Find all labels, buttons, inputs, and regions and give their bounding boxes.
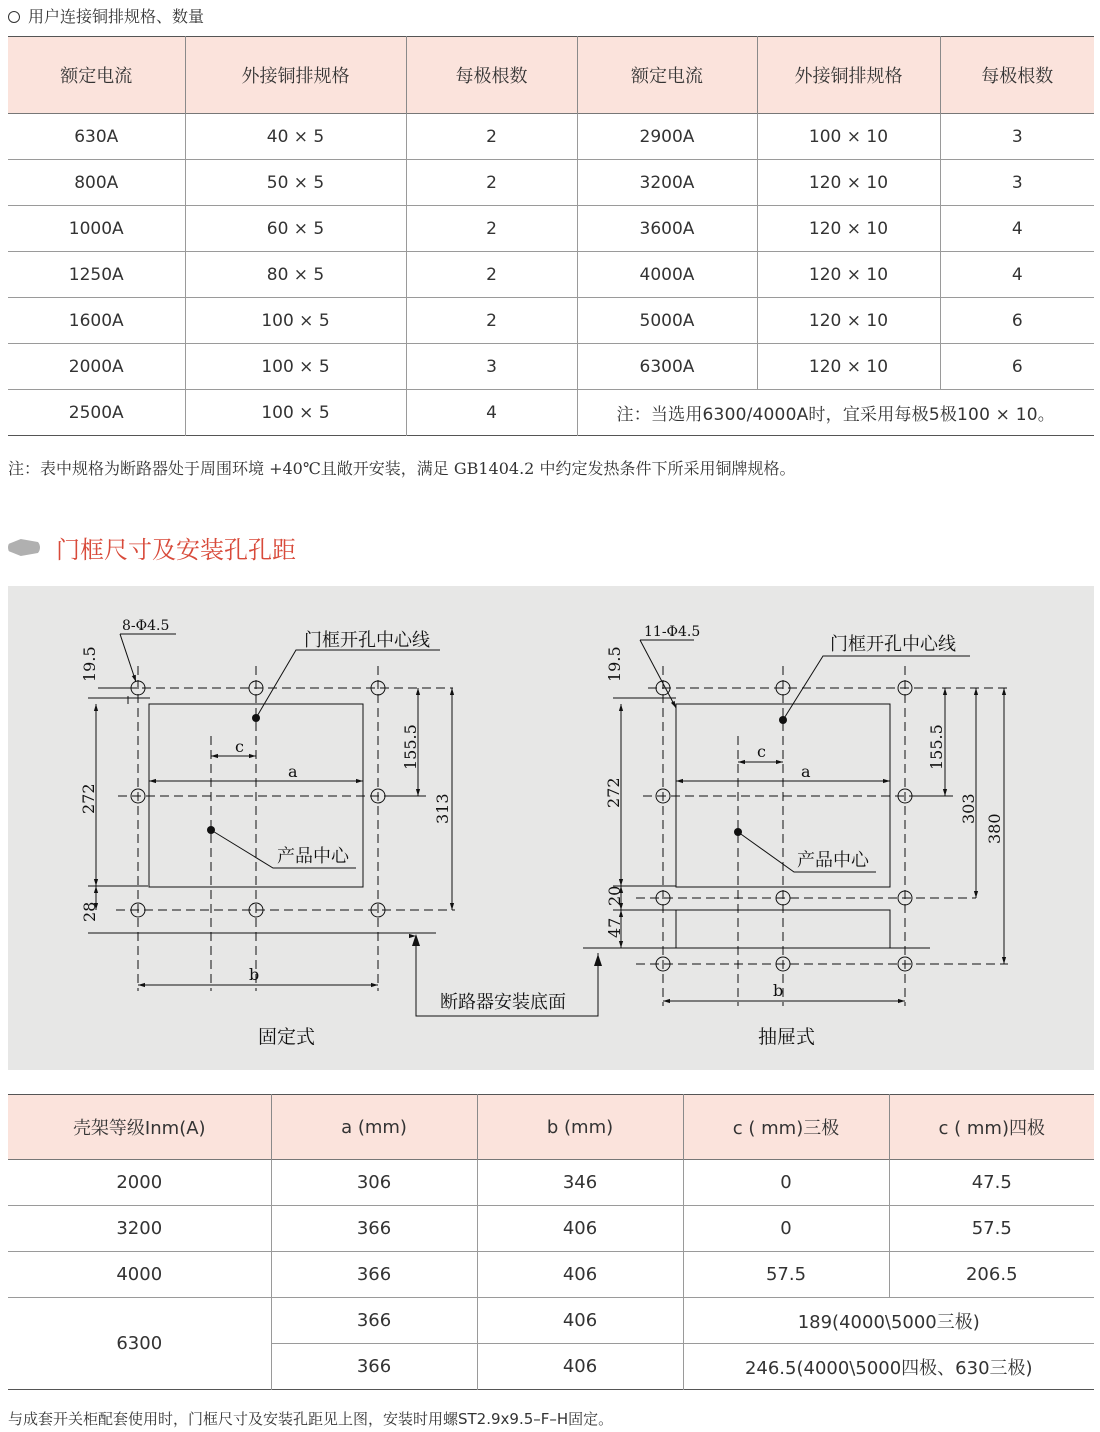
- table-cell: 47.5: [889, 1160, 1094, 1206]
- header-bars-per-pole: 每极根数: [406, 37, 577, 114]
- table-cell: 2: [406, 114, 577, 160]
- header-busbar-spec-2: 外接铜排规格: [757, 37, 940, 114]
- table-cell: 6: [940, 298, 1094, 344]
- dim-b-label: b: [773, 981, 784, 1000]
- table-cell: 346: [477, 1160, 683, 1206]
- holes-leader: [120, 634, 136, 682]
- table-cell: 2: [406, 206, 577, 252]
- centerline-label: 门框开孔中心线: [304, 630, 430, 651]
- arrow-up-icon: [594, 954, 602, 966]
- product-center-label: 产品中心: [797, 850, 869, 871]
- table-cell: 406: [477, 1298, 683, 1344]
- header-rated-current: 额定电流: [8, 37, 185, 114]
- table-row: [8, 344, 1094, 390]
- table-cell: 60 × 5: [185, 206, 406, 252]
- dim-19.5-label: 19.5: [605, 646, 624, 682]
- mounting-holes: [656, 681, 912, 971]
- centerline-dot-icon: [779, 716, 787, 724]
- table-cell: 57.5: [683, 1252, 889, 1298]
- product-center-label: 产品中心: [277, 846, 349, 867]
- table-cell: 366: [271, 1252, 477, 1298]
- table-cell: 120 × 10: [757, 206, 940, 252]
- table-footnote: 注：表中规格为断路器处于周围环境 +40℃且敞开安装，满足 GB1404.2 中约定发热条件下所采用铜牌规格。: [8, 459, 796, 478]
- dim-380-label: 380: [985, 813, 1004, 844]
- table-cell: 3200A: [577, 160, 757, 206]
- table-cell: 120 × 10: [757, 252, 940, 298]
- table-row: [8, 160, 1094, 206]
- table-cell: 100 × 5: [185, 390, 406, 436]
- table-cell: 6: [940, 344, 1094, 390]
- header-a: a (mm): [271, 1095, 477, 1160]
- holes-label: 11-Φ4.5: [644, 624, 701, 640]
- dim-a-label: a: [288, 762, 298, 781]
- table-row: [8, 390, 1094, 436]
- drawout-type-drawing: [583, 640, 1008, 1006]
- table-note-cell: 注：当选用6300/4000A时，宜采用每极5极100 × 10。: [577, 390, 1094, 436]
- section-heading-text: 用户连接铜排规格、数量: [28, 7, 205, 26]
- table-row: [8, 206, 1094, 252]
- table-cell: 3600A: [577, 206, 757, 252]
- table-cell: 6300A: [577, 344, 757, 390]
- section-title-door-frame: [8, 530, 296, 565]
- table-cell: 630A: [74, 126, 119, 147]
- table-cell: 3: [406, 344, 577, 390]
- header-bars-per-pole-2: 每极根数: [940, 37, 1094, 114]
- dim-313-label: 313: [433, 793, 452, 824]
- table-row: [8, 1298, 1094, 1344]
- product-center-dot-icon: [734, 828, 742, 836]
- table-cell: 2: [406, 252, 577, 298]
- dim-b-label: b: [249, 965, 260, 984]
- table-cell: 366: [271, 1206, 477, 1252]
- table-cell: 4: [406, 390, 577, 436]
- table-cell: 100 × 5: [185, 344, 406, 390]
- mount-base-label: 断路器安装底面: [440, 992, 566, 1013]
- busbar-spec-table: [8, 36, 1094, 436]
- installation-footnote: 与成套开关柜配套使用时，门框尺寸及安装孔距见上图，安装时用螺ST2.9x9.5–F–H固定。: [8, 1410, 614, 1428]
- table-cell: 3200: [8, 1206, 271, 1252]
- header-busbar-spec: 外接铜排规格: [185, 37, 406, 114]
- table-cell: 306: [271, 1160, 477, 1206]
- table-cell: 2000: [8, 1160, 271, 1206]
- fixed-type-drawing: [88, 634, 455, 991]
- dim-c-label: c: [757, 742, 766, 761]
- centerline-dot-icon: [252, 714, 260, 722]
- table-cell-6300: 6300: [8, 1298, 271, 1390]
- table-cell: 120 × 10: [757, 344, 940, 390]
- table-cell: 4000: [8, 1252, 271, 1298]
- drawout-type-caption: 抽屉式: [758, 1026, 816, 1048]
- section-heading-busbar: [8, 4, 204, 27]
- dim-a-label: a: [801, 762, 811, 781]
- table-cell: 57.5: [889, 1206, 1094, 1252]
- table-cell: 4: [940, 206, 1094, 252]
- table-cell: 800A: [8, 160, 185, 206]
- table-cell: 406: [477, 1206, 683, 1252]
- table-cell: 1250A: [8, 252, 185, 298]
- header-rated-current-2: 额定电流: [577, 37, 757, 114]
- table-cell: 2: [406, 160, 577, 206]
- table-cell-merged: 246.5(4000\5000四极、630三极): [683, 1344, 1094, 1390]
- table-cell: 100 × 10: [757, 114, 940, 160]
- table-cell: 406: [477, 1252, 683, 1298]
- table-cell: 120 × 10: [757, 298, 940, 344]
- table-cell: 80 × 5: [185, 252, 406, 298]
- header-frame-rating: 壳架等级Inm(A): [8, 1095, 271, 1160]
- centerline-leader: [256, 650, 440, 718]
- header-b: b (mm): [477, 1095, 683, 1160]
- dim-c-label: c: [235, 737, 244, 756]
- product-center-dot-icon: [207, 826, 215, 834]
- dim-303-label: 303: [959, 793, 978, 824]
- table-cell: 2000A: [8, 344, 185, 390]
- holes-label: 8-Φ4.5: [122, 618, 170, 634]
- table-cell: 5000A: [577, 298, 757, 344]
- fixed-type-caption: 固定式: [258, 1026, 316, 1048]
- table-cell: 406: [477, 1344, 683, 1390]
- table-row: [8, 114, 1094, 160]
- dim-272-label: 272: [604, 777, 623, 808]
- dimension-diagram-panel: [8, 586, 1094, 1070]
- table-cell: 0: [683, 1160, 889, 1206]
- table-cell: 2900A: [577, 114, 757, 160]
- table-cell: 366: [271, 1298, 477, 1344]
- table-row: [8, 1206, 1094, 1252]
- fixed-type-labels: [79, 618, 452, 1048]
- table-row: [8, 252, 1094, 298]
- table-cell: 50 × 5: [185, 160, 406, 206]
- table-cell: 366: [271, 1344, 477, 1390]
- base-outline: [676, 910, 890, 948]
- centerline-label: 门框开孔中心线: [830, 634, 956, 655]
- table-cell: 3: [940, 160, 1094, 206]
- table-cell: 4000A: [577, 252, 757, 298]
- dim-19.5-label: 19.5: [80, 646, 99, 682]
- table-row: [8, 298, 1094, 344]
- frame-dimension-table: [8, 1094, 1094, 1390]
- header-c-4pole: c ( mm)四极: [889, 1095, 1094, 1160]
- table-cell: 120 × 10: [757, 160, 940, 206]
- circle-bullet-icon: [8, 11, 20, 23]
- dim-155.5-label: 155.5: [401, 724, 420, 770]
- table-cell: 1600A: [8, 298, 185, 344]
- table-row: [8, 1252, 1094, 1298]
- dim-28-label: 28: [80, 901, 99, 922]
- table-cell: 3: [940, 114, 1094, 160]
- table-cell-merged: 189(4000\5000三极): [683, 1298, 1094, 1344]
- dim-272-label: 272: [79, 783, 98, 814]
- dim-155.5-label: 155.5: [927, 724, 946, 770]
- arrow-up-icon: [412, 934, 420, 946]
- dimension-diagram: [8, 586, 1094, 1070]
- table-cell: 2500A: [8, 390, 185, 436]
- table-header-row: [8, 1095, 1094, 1160]
- table-row: [8, 1160, 1094, 1206]
- table-cell: 100 × 5: [185, 298, 406, 344]
- dim-20-label: 20: [605, 885, 624, 906]
- dim-47-label: 47: [605, 917, 624, 938]
- table-cell: 40 × 5: [185, 114, 406, 160]
- table-header-row: [8, 37, 1094, 114]
- section-marker-icon: [8, 539, 40, 556]
- table-cell: 4: [940, 252, 1094, 298]
- table-cell: 1000A: [8, 206, 185, 252]
- header-c-3pole: c ( mm)三极: [683, 1095, 889, 1160]
- table-cell: 2: [406, 298, 577, 344]
- section-title-text: 门框尺寸及安装孔孔距: [56, 536, 296, 564]
- table-cell: 206.5: [889, 1252, 1094, 1298]
- table-cell: 0: [683, 1206, 889, 1252]
